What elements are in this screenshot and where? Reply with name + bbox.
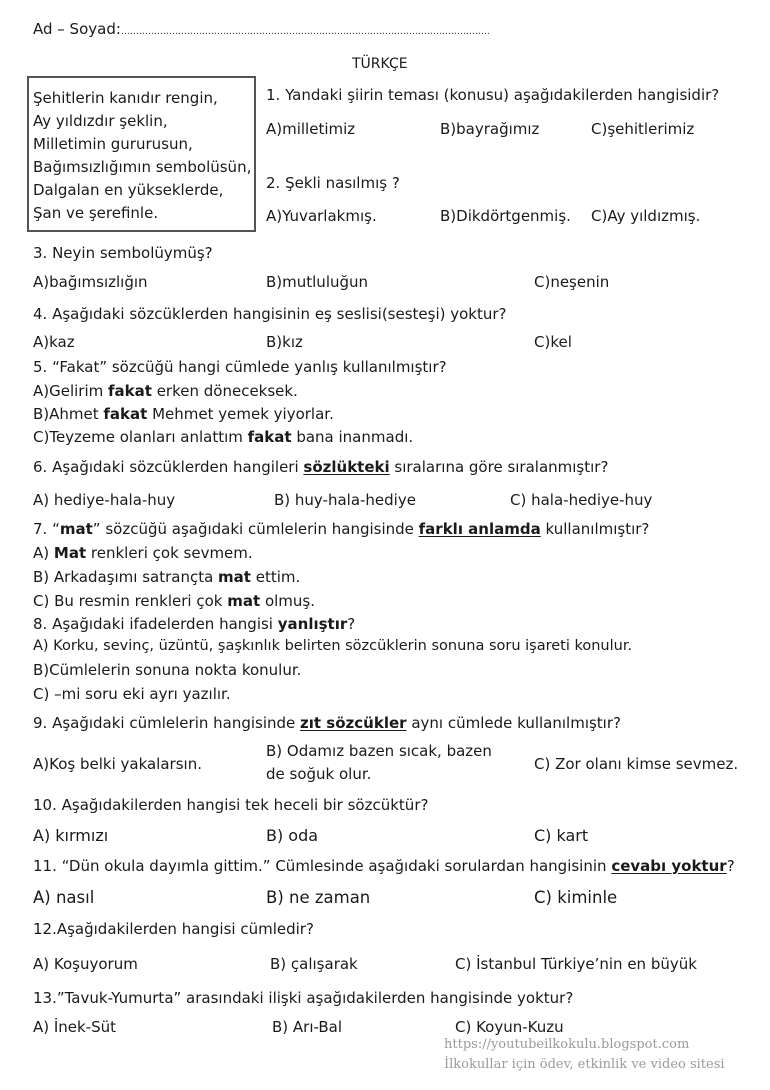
q11-option-b[interactable]: B) ne zaman — [266, 888, 371, 907]
q4-option-c[interactable]: C)kel — [534, 333, 572, 351]
subject-title: TÜRKÇE — [352, 56, 408, 72]
q11-option-c[interactable]: C) kiminle — [534, 888, 618, 907]
q9-option-c[interactable]: C) Zor olanı kimse sevmez. — [534, 755, 739, 773]
poem-line: Ay yıldızdır şeklin, — [33, 112, 168, 130]
poem-line: Şehitlerin kanıdır rengin, — [33, 89, 218, 107]
q3-text: 3. Neyin sembolüymüş? — [33, 244, 213, 262]
q5-text: 5. “Fakat” sözcüğü hangi cümlede yanlış kullanılmıştır? — [33, 358, 447, 376]
q10-option-c[interactable]: C) kart — [534, 826, 589, 845]
q8-text: 8. Aşağıdaki ifadelerden hangisi yanlıştır? — [33, 615, 356, 633]
poem-line: Şan ve şerefinle. — [33, 204, 159, 222]
q4-option-b[interactable]: B)kız — [266, 333, 303, 351]
q10-option-b[interactable]: B) oda — [266, 826, 319, 845]
poem-line: Bağımsızlığımın sembolüsün, — [33, 158, 252, 176]
poem-line: Milletimin gururusun, — [33, 135, 193, 153]
q12-text: 12.Aşağıdakilerden hangisi cümledir? — [33, 920, 314, 938]
q10-text: 10. Aşağıdakilerden hangisi tek heceli bir sözcüktür? — [33, 796, 429, 814]
q11-option-a[interactable]: A) nasıl — [33, 888, 95, 907]
q1-text: 1. Yandaki şiirin teması (konusu) aşağıdakilerden hangisidir? — [266, 86, 720, 104]
q4-option-a[interactable]: A)kaz — [33, 333, 75, 351]
q1-option-c[interactable]: C)şehitlerimiz — [591, 120, 695, 138]
q7-option-a[interactable]: A) Mat renkleri çok sevmem. — [33, 544, 253, 562]
q7-option-b[interactable]: B) Arkadaşımı satrançta mat ettim. — [33, 568, 301, 586]
watermark-tagline: İlkokullar için ödev, etkinlik ve video sitesi — [444, 1057, 725, 1072]
q12-option-b[interactable]: B) çalışarak — [270, 955, 358, 973]
q2-option-a[interactable]: A)Yuvarlakmış. — [266, 207, 377, 225]
poem-line: Dalgalan en yükseklerde, — [33, 181, 224, 199]
q8-option-c[interactable]: C) –mi soru eki ayrı yazılır. — [33, 685, 231, 703]
q3-option-a[interactable]: A)bağımsızlığın — [33, 273, 148, 291]
q13-option-c[interactable]: C) Koyun-Kuzu — [455, 1018, 564, 1036]
q6-option-c[interactable]: C) hala-hediye-huy — [510, 491, 653, 509]
q10-option-a[interactable]: A) kırmızı — [33, 826, 109, 845]
q4-text: 4. Aşağıdaki sözcüklerden hangisinin eş seslisi(sesteşi) yoktur? — [33, 305, 507, 323]
q1-option-b[interactable]: B)bayrağımız — [440, 120, 540, 138]
q13-option-b[interactable]: B) Arı-Bal — [272, 1018, 343, 1036]
watermark-url: https://youtubeilkokulu.blogspot.com — [444, 1037, 690, 1052]
q5-option-c[interactable]: C)Teyzeme olanları anlattım fakat bana inanmadı. — [33, 428, 414, 446]
q3-option-c[interactable]: C)neşenin — [534, 273, 610, 291]
q12-option-c[interactable]: C) İstanbul Türkiye’nin en büyük — [455, 955, 697, 973]
q7-text: 7. “mat” sözcüğü aşağıdaki cümlelerin hangisinde farklı anlamda kullanılmıştır? — [33, 520, 650, 538]
q5-option-b[interactable]: B)Ahmet fakat Mehmet yemek yiyorlar. — [33, 405, 334, 423]
q2-option-b[interactable]: B)Dikdörtgenmiş. — [440, 207, 571, 225]
q6-option-b[interactable]: B) huy-hala-hediye — [274, 491, 416, 509]
q3-option-b[interactable]: B)mutluluğun — [266, 273, 369, 291]
q9-option-a[interactable]: A)Koş belki yakalarsın. — [33, 755, 202, 773]
q6-text: 6. Aşağıdaki sözcüklerden hangileri sözlükteki sıralarına göre sıralanmıştır? — [33, 458, 609, 476]
q7-option-c[interactable]: C) Bu resmin renkleri çok mat olmuş. — [33, 592, 315, 610]
q11-text: 11. “Dün okula dayımla gittim.” Cümlesinde aşağıdaki sorulardan hangisinin cevabı yoktur? — [33, 857, 735, 875]
q2-option-c[interactable]: C)Ay yıldızmış. — [591, 207, 701, 225]
q1-option-a[interactable]: A)milletimiz — [266, 120, 356, 138]
q9-option-b[interactable]: B) Odamız bazen sıcak, bazen de soğuk olur. — [266, 742, 492, 783]
q6-option-a[interactable]: A) hediye-hala-huy — [33, 491, 176, 509]
q5-option-a[interactable]: A)Gelirim fakat erken döneceksek. — [33, 382, 298, 400]
q12-option-a[interactable]: A) Koşuyorum — [33, 955, 138, 973]
q8-option-a[interactable]: A) Korku, sevinç, üzüntü, şaşkınlık belirten sözcüklerin sonuna soru işareti konulur. — [33, 638, 633, 654]
q8-option-b[interactable]: B)Cümlelerin sonuna nokta konulur. — [33, 661, 302, 679]
q2-text: 2. Şekli nasılmış ? — [266, 174, 400, 192]
q13-text: 13.”Tavuk-Yumurta” arasındaki ilişki aşağıdakilerden hangisinde yoktur? — [33, 989, 574, 1007]
q13-option-a[interactable]: A) İnek-Süt — [33, 1018, 117, 1036]
name-label: Ad – Soyad:…………………………………………………………………………………………………………… — [33, 20, 490, 38]
q9-text: 9. Aşağıdaki cümlelerin hangisinde zıt sözcükler aynı cümlede kullanılmıştır? — [33, 714, 621, 732]
